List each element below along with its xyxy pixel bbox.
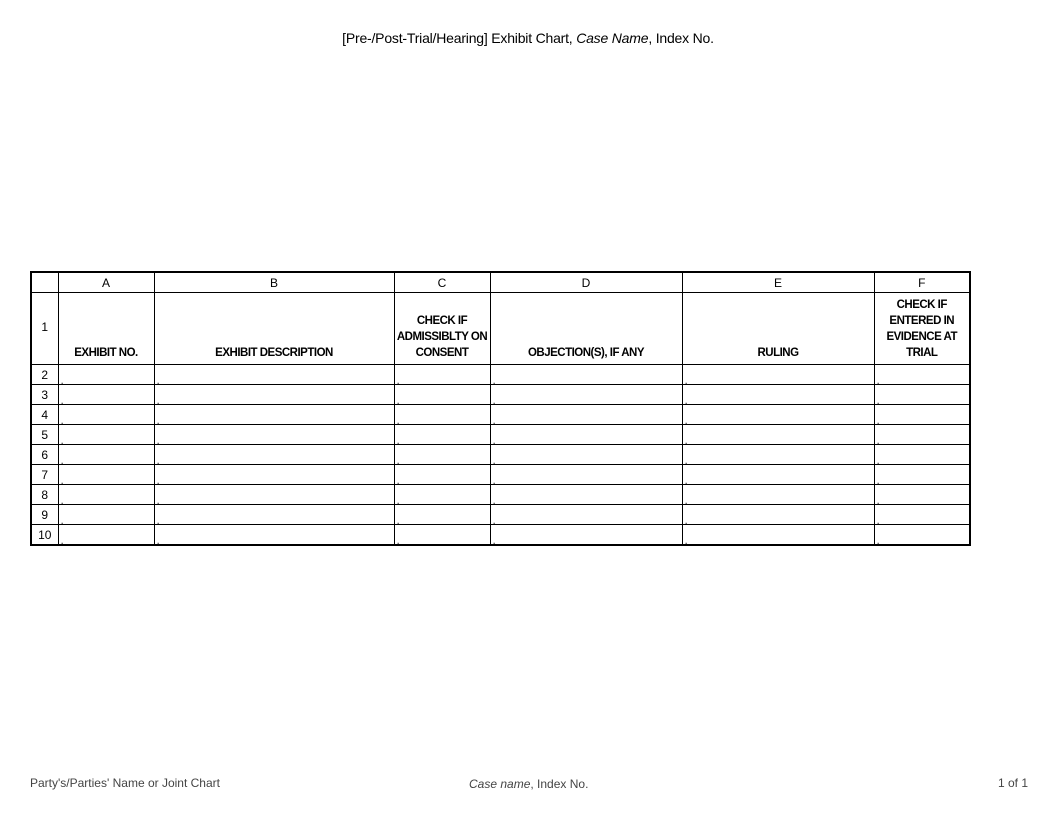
cell-exhibit-no[interactable]: . (58, 505, 154, 525)
cell-exhibit-no[interactable]: . (58, 425, 154, 445)
row-number: 4 (31, 405, 58, 425)
title-case-name: Case Name (576, 30, 649, 46)
column-letter: C (394, 272, 490, 293)
cell-check-admissibility[interactable]: . (394, 525, 490, 546)
cell-ruling[interactable]: . (682, 525, 874, 546)
cell-exhibit-description[interactable]: . (154, 385, 394, 405)
cell-check-admissibility[interactable]: . (394, 485, 490, 505)
cell-objections[interactable]: . (490, 445, 682, 465)
cell-objections[interactable]: . (490, 505, 682, 525)
cell-objections[interactable]: . (490, 405, 682, 425)
cell-exhibit-description[interactable]: . (154, 485, 394, 505)
header-line: ENTERED IN (889, 315, 955, 327)
cell-objections[interactable]: . (490, 485, 682, 505)
cell-objections[interactable]: . (490, 425, 682, 445)
footer-case-italic: Case name (469, 777, 531, 791)
cell-exhibit-no[interactable]: . (58, 465, 154, 485)
row-number: 10 (31, 525, 58, 546)
header-line: CHECK IF (896, 299, 947, 311)
column-letter: E (682, 272, 874, 293)
cell-ruling[interactable]: . (682, 385, 874, 405)
header-ruling (682, 293, 874, 365)
cell-exhibit-no[interactable]: . (58, 385, 154, 405)
table-row (31, 485, 970, 505)
row-number: 9 (31, 505, 58, 525)
cell-check-entered[interactable]: . (874, 405, 970, 425)
header-line: OBJECTION(S), IF ANY (527, 347, 645, 359)
cell-check-entered[interactable]: . (874, 385, 970, 405)
cell-exhibit-no[interactable]: . (58, 445, 154, 465)
cell-check-admissibility[interactable]: . (394, 365, 490, 385)
cell-exhibit-no[interactable]: . (58, 525, 154, 546)
cell-ruling[interactable]: . (682, 485, 874, 505)
row-number: 1 (31, 293, 58, 365)
cell-check-admissibility[interactable]: . (394, 465, 490, 485)
footer-index: , Index No. (530, 777, 589, 791)
row-number: 5 (31, 425, 58, 445)
cell-exhibit-description[interactable]: . (154, 505, 394, 525)
table-row (31, 365, 970, 385)
cell-check-admissibility[interactable]: . (394, 385, 490, 405)
cell-exhibit-description[interactable]: . (154, 465, 394, 485)
cell-check-admissibility[interactable]: . (394, 425, 490, 445)
header-line: TRIAL (906, 347, 938, 359)
table-row (31, 385, 970, 405)
document-title (0, 30, 1056, 46)
cell-check-admissibility[interactable]: . (394, 405, 490, 425)
header-line: RULING (757, 347, 799, 359)
cell-objections[interactable]: . (490, 465, 682, 485)
row-number: 7 (31, 465, 58, 485)
header-row (31, 293, 970, 365)
cell-exhibit-description[interactable]: . (154, 425, 394, 445)
header-exhibit-no (58, 293, 154, 365)
column-letter-row (31, 272, 970, 293)
cell-ruling[interactable]: . (682, 365, 874, 385)
cell-ruling[interactable]: . (682, 505, 874, 525)
cell-exhibit-description[interactable]: . (154, 365, 394, 385)
cell-ruling[interactable]: . (682, 465, 874, 485)
cell-check-entered[interactable]: . (874, 445, 970, 465)
header-line: CONSENT (415, 347, 469, 359)
cell-ruling[interactable]: . (682, 405, 874, 425)
row-number: 8 (31, 485, 58, 505)
cell-objections[interactable]: . (490, 385, 682, 405)
header-check-admissibility (394, 293, 490, 365)
header-line: ADMISSIBLTY ON (396, 331, 488, 343)
title-prefix: [Pre-/Post-Trial/Hearing] Exhibit Chart, (342, 30, 577, 46)
cell-check-entered[interactable]: . (874, 365, 970, 385)
column-letter: B (154, 272, 394, 293)
cell-check-entered[interactable]: . (874, 505, 970, 525)
cell-exhibit-description[interactable]: . (154, 525, 394, 546)
column-letter: F (874, 272, 970, 293)
footer-page-number: 1 of 1 (997, 776, 1028, 790)
cell-check-entered[interactable]: . (874, 525, 970, 546)
exhibit-chart-table (30, 271, 971, 546)
cell-exhibit-no[interactable]: . (58, 405, 154, 425)
corner-cell (31, 272, 58, 293)
cell-ruling[interactable]: . (682, 425, 874, 445)
header-exhibit-description (154, 293, 394, 365)
header-line: EXHIBIT NO. (74, 347, 138, 359)
header-line: EXHIBIT DESCRIPTION (215, 347, 333, 359)
table-row (31, 505, 970, 525)
column-letter: D (490, 272, 682, 293)
header-line: CHECK IF (416, 315, 468, 327)
column-letter: A (58, 272, 154, 293)
cell-objections[interactable]: . (490, 365, 682, 385)
row-number: 3 (31, 385, 58, 405)
header-check-entered (874, 293, 970, 365)
table-row (31, 405, 970, 425)
cell-objections[interactable]: . (490, 525, 682, 546)
cell-check-admissibility[interactable]: . (394, 445, 490, 465)
cell-check-entered[interactable]: . (874, 465, 970, 485)
row-number: 6 (31, 445, 58, 465)
table-row (31, 445, 970, 465)
cell-exhibit-no[interactable]: . (58, 365, 154, 385)
table-row (31, 425, 970, 445)
table-row (31, 525, 970, 546)
cell-check-entered[interactable]: . (874, 425, 970, 445)
table-row (31, 465, 970, 485)
cell-ruling[interactable]: . (682, 445, 874, 465)
footer-party-name: Party's/Parties' Name or Joint Chart (30, 776, 220, 790)
footer-case-name (469, 777, 588, 791)
cell-exhibit-no[interactable]: . (58, 485, 154, 505)
cell-exhibit-description[interactable]: . (154, 445, 394, 465)
title-suffix: , Index No. (648, 30, 714, 46)
cell-check-entered[interactable]: . (874, 485, 970, 505)
header-objections (490, 293, 682, 365)
cell-check-admissibility[interactable]: . (394, 505, 490, 525)
row-number: 2 (31, 365, 58, 385)
header-line: EVIDENCE AT (886, 331, 958, 343)
cell-exhibit-description[interactable]: . (154, 405, 394, 425)
